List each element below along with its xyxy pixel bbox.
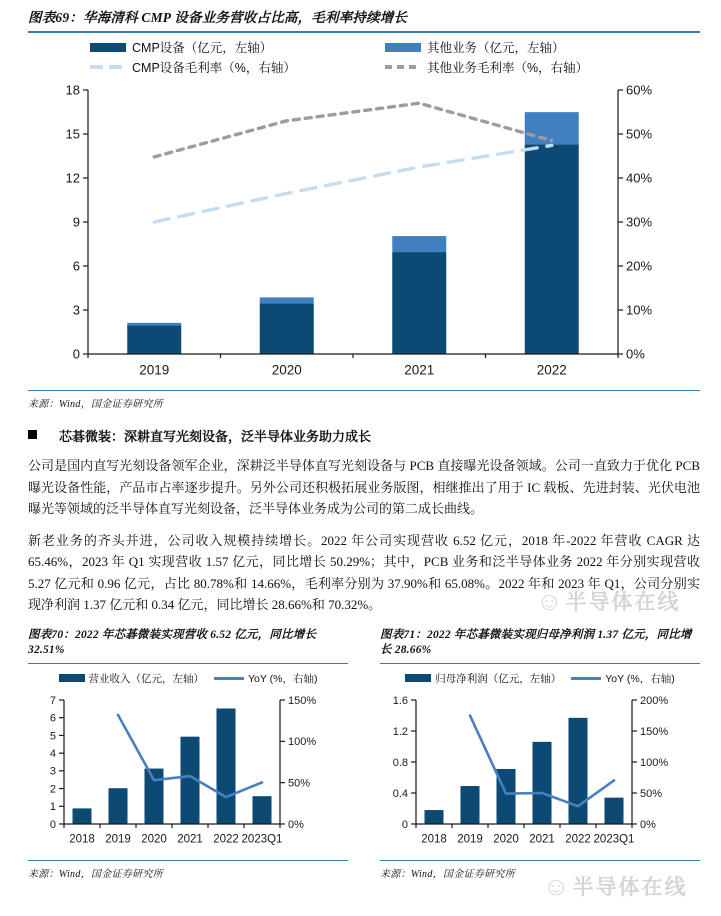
left-tick-label: 7 bbox=[49, 694, 56, 707]
section-heading-text: 芯碁微装：深耕直写光刻设备，泛半导体业务助力成长 bbox=[59, 429, 372, 444]
left-tick-label: 3 bbox=[49, 765, 56, 778]
figure69-legend bbox=[28, 38, 700, 76]
right-tick-label: 150% bbox=[288, 694, 317, 707]
legend-item-cmp-revenue bbox=[90, 38, 385, 56]
right-tick-label: 40% bbox=[626, 170, 653, 186]
legend-label: 营业收入（亿元，左轴） bbox=[88, 672, 205, 685]
x-axis-label: 2021 bbox=[177, 833, 203, 845]
watermark-text: 半导体在线 bbox=[572, 876, 688, 899]
left-tick-label: 1.2 bbox=[392, 725, 408, 738]
bar-swatch-navy bbox=[59, 674, 85, 682]
bar-segment bbox=[127, 325, 181, 354]
left-tick-label: 0 bbox=[72, 346, 80, 362]
figure71-source: 来源：Wind，国金证券研究所 bbox=[380, 868, 516, 880]
left-tick-label: 9 bbox=[72, 214, 80, 230]
right-tick-label: 100% bbox=[640, 756, 669, 769]
bar-segment bbox=[145, 768, 164, 823]
paragraph-1: 公司是国内直写光刻设备领军企业，深耕泛半导体直写光刻设备与 PCB 直接曝光设备领域。公司一直致力于优化 PCB 曝光设备性能，产品市占率逐步提升。另外公司还积极拓展业务版图，相继推出了用于 IC 载板、先进封装、光伏电池曝光等领域的泛半导体直写光刻设备，泛半导体业务成为公司的第二成长曲线。 bbox=[28, 458, 700, 516]
bar-swatch-blue bbox=[385, 43, 421, 52]
left-tick-label: 0 bbox=[49, 818, 56, 831]
right-tick-label: 100% bbox=[288, 735, 317, 748]
figure70-combo-chart bbox=[28, 686, 348, 856]
dash-swatch-lightblue bbox=[90, 65, 126, 69]
x-axis-label: 2022 bbox=[536, 362, 567, 378]
section-heading bbox=[28, 426, 700, 445]
line-series bbox=[154, 103, 552, 157]
bar-segment bbox=[127, 323, 181, 325]
legend-item-cmp-margin bbox=[90, 58, 385, 76]
left-tick-label: 0.8 bbox=[392, 756, 408, 769]
legend-item-other-revenue bbox=[385, 38, 700, 56]
figure71-combo-chart bbox=[380, 686, 700, 856]
left-tick-label: 1 bbox=[49, 800, 56, 813]
right-tick-label: 0% bbox=[626, 346, 645, 362]
x-axis-label: 2023Q1 bbox=[593, 833, 635, 845]
bar-segment bbox=[392, 236, 446, 252]
bar-swatch-navy bbox=[90, 43, 126, 52]
dash-swatch-gray bbox=[385, 65, 421, 69]
legend-item-other-margin bbox=[385, 58, 700, 76]
right-tick-label: 20% bbox=[626, 258, 653, 274]
x-axis-label: 2019 bbox=[139, 362, 170, 378]
bar-segment bbox=[461, 786, 480, 824]
bar-segment bbox=[605, 797, 624, 823]
left-tick-label: 0 bbox=[401, 818, 408, 831]
left-tick-label: 0.4 bbox=[392, 787, 408, 800]
legend-label: CMP设备毛利率（%，右轴） bbox=[132, 61, 296, 75]
watermark-face-icon: ☺ bbox=[543, 871, 570, 901]
legend-label: 归母净利润（亿元，左轴） bbox=[435, 672, 562, 685]
bar-segment bbox=[253, 796, 272, 824]
x-axis-label: 2018 bbox=[421, 833, 447, 845]
figure71-title: 图表71：2022 年芯碁微装实现归母净利润 1.37 亿元，同比增长 28.66% bbox=[380, 628, 692, 656]
figure70-bottom-rule bbox=[28, 860, 348, 861]
bottom-figures bbox=[28, 628, 700, 880]
legend-label: 其他业务（亿元，左轴） bbox=[427, 41, 565, 55]
line-series bbox=[154, 145, 552, 222]
right-tick-label: 10% bbox=[626, 302, 653, 318]
x-axis-label: 2019 bbox=[457, 833, 483, 845]
figure70-title: 图表70：2022 年芯碁微装实现营收 6.52 亿元，同比增长 32.51% bbox=[28, 628, 317, 656]
bar-segment bbox=[260, 297, 314, 303]
left-tick-label: 1.6 bbox=[392, 694, 408, 707]
x-axis-label: 2021 bbox=[529, 833, 555, 845]
figure69-combo-chart bbox=[28, 78, 694, 386]
bar-segment bbox=[425, 810, 444, 824]
legend-label: YoY (%，右轴) bbox=[605, 672, 675, 685]
bar-swatch-navy bbox=[405, 674, 431, 682]
x-axis-label: 2023Q1 bbox=[241, 833, 283, 845]
figure69-bottom-rule bbox=[28, 390, 700, 391]
bar-segment bbox=[73, 808, 92, 824]
x-axis-label: 2022 bbox=[213, 833, 239, 845]
legend-label: CMP设备（亿元，左轴） bbox=[132, 41, 273, 55]
x-axis-label: 2019 bbox=[105, 833, 131, 845]
figure70-legend bbox=[28, 671, 348, 686]
x-axis-label: 2018 bbox=[69, 833, 95, 845]
x-axis-label: 2020 bbox=[271, 362, 302, 378]
figure71-legend bbox=[380, 671, 700, 686]
left-tick-label: 6 bbox=[72, 258, 80, 274]
watermark-face-icon: ☺ bbox=[536, 586, 563, 616]
x-axis-label: 2020 bbox=[493, 833, 519, 845]
bar-segment bbox=[109, 788, 128, 824]
bar-segment bbox=[217, 708, 236, 823]
right-tick-label: 0% bbox=[640, 818, 656, 831]
figure71-bottom-rule bbox=[380, 860, 700, 861]
bar-segment bbox=[260, 303, 314, 354]
legend-item-yoy bbox=[571, 671, 674, 686]
right-tick-label: 50% bbox=[288, 777, 311, 790]
left-tick-label: 4 bbox=[49, 747, 56, 760]
paragraph-2: 新老业务的齐头并进，公司收入规模持续增长。2022 年公司实现营收 6.52 亿元，2018 年-2022 年营收 CAGR 达 65.46%，2023 年 Q1 实现营收 1.57 亿元，同比增长 50.29%；其中，PCB 业务和泛半导体业务 2022 年分别实现营收 5.27 亿元和 0.96 亿元，占比 80.78%和 14.66%，毛利率分别为 37.90%和 65.08%。2022 年和 2023 年 Q1，公司分别实现净利润 1.37 亿元和 0.34 亿元，同比增长 28.66%和 70.32%。 bbox=[28, 532, 700, 612]
bullet-square-icon bbox=[28, 430, 37, 439]
left-tick-label: 3 bbox=[72, 302, 80, 318]
left-tick-label: 5 bbox=[49, 729, 56, 742]
line-swatch-blue bbox=[571, 677, 601, 680]
legend-item-yoy bbox=[214, 671, 317, 686]
legend-label: 其他业务毛利率（%，右轴） bbox=[427, 61, 589, 75]
watermark-text: 半导体在线 bbox=[565, 591, 681, 614]
title-rule bbox=[28, 31, 700, 33]
figure70-title-rule bbox=[28, 663, 348, 664]
right-tick-label: 50% bbox=[626, 126, 653, 142]
figure70-column bbox=[28, 628, 348, 880]
left-tick-label: 2 bbox=[49, 782, 56, 795]
line-swatch-blue bbox=[214, 677, 244, 680]
bar-segment bbox=[525, 144, 579, 354]
x-axis-label: 2021 bbox=[404, 362, 435, 378]
x-axis-label: 2022 bbox=[565, 833, 591, 845]
figure71-column bbox=[380, 628, 700, 880]
left-tick-label: 15 bbox=[65, 126, 80, 142]
right-tick-label: 30% bbox=[626, 214, 653, 230]
left-tick-label: 6 bbox=[49, 712, 56, 725]
legend-item-revenue bbox=[59, 671, 205, 686]
left-tick-label: 12 bbox=[65, 170, 80, 186]
right-tick-label: 50% bbox=[640, 787, 663, 800]
right-tick-label: 60% bbox=[626, 82, 653, 98]
figure69-source: 来源：Wind，国金证券研究所 bbox=[28, 399, 164, 410]
x-axis-label: 2020 bbox=[141, 833, 167, 845]
left-tick-label: 18 bbox=[65, 82, 80, 98]
bar-segment bbox=[569, 717, 588, 823]
right-tick-label: 0% bbox=[288, 818, 304, 831]
right-tick-label: 150% bbox=[640, 725, 669, 738]
figure71-title-rule bbox=[380, 663, 700, 664]
bar-segment bbox=[392, 252, 446, 354]
right-tick-label: 200% bbox=[640, 694, 669, 707]
legend-item-netprofit bbox=[405, 671, 561, 686]
figure69-title: 图表69：华海清科 CMP 设备业务营收占比高，毛利率持续增长 bbox=[28, 10, 408, 25]
figure70-source: 来源：Wind，国金证券研究所 bbox=[28, 868, 164, 880]
bar-segment bbox=[533, 741, 552, 823]
legend-label: YoY (%，右轴) bbox=[248, 672, 318, 685]
